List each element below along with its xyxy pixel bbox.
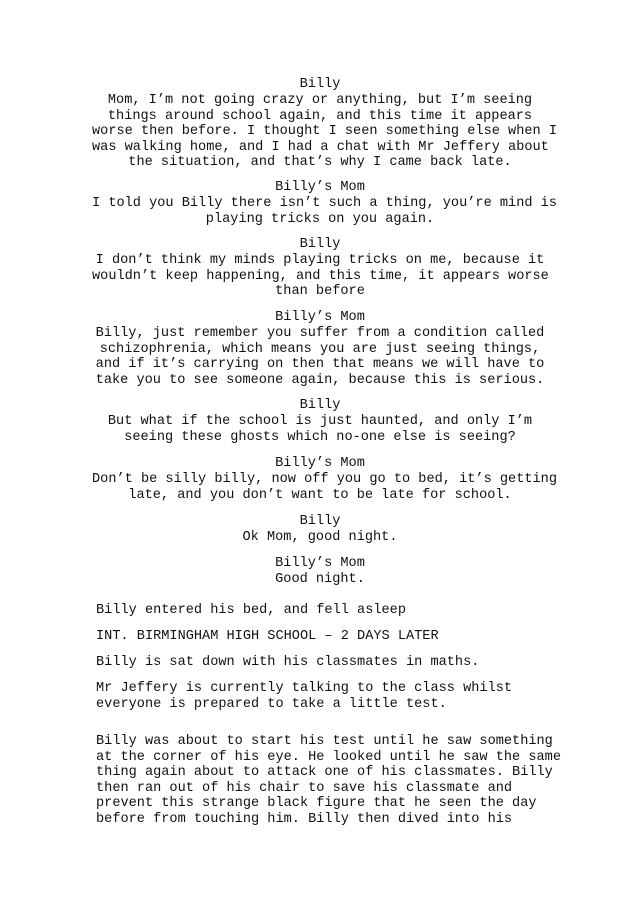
action-paragraph: Billy was about to start his test until he saw something at the corner of his eye. He looked until he saw the same thing again about to attack one of his classmates. Billy then ran out of his chair to save his classmate and prevent this strange black figure that he seen the day before from touching him. Billy then dived into his bbox=[96, 734, 561, 827]
scene-heading: INT. BIRMINGHAM HIGH SCHOOL – 2 DAYS LATER bbox=[96, 629, 439, 644]
dialogue-billy: Mom, I’m not going crazy or anything, but I’m seeing things around school again, and this time it appears worse then before. I thought I seen something else when I was walking home, and I had a chat with Mr Jeffery about the situation, and that’s why I came back late. bbox=[92, 93, 557, 171]
character-name-billy: Billy bbox=[299, 398, 341, 413]
action-line: Billy is sat down with his classmates in maths. bbox=[96, 655, 480, 670]
dialogue-billy: I don’t think my minds playing tricks on me, because it wouldn’t keep happening, and this time, it appears worse than before bbox=[92, 253, 549, 300]
character-name-billy: Billy bbox=[299, 77, 341, 92]
dialogue-billys-mom: Billy, just remember you suffer from a condition called schizophrenia, which means you are just seeing things, and if it’s carrying on then that means we will have to take you to see someone again, because this is serious. bbox=[95, 326, 545, 388]
dialogue-billy: But what if the school is just haunted, and only I’m seeing these ghosts which no-one else is seeing? bbox=[107, 414, 533, 445]
character-name-billy: Billy bbox=[299, 237, 341, 252]
character-name-billys-mom: Billy’s Mom bbox=[275, 180, 365, 195]
character-name-billys-mom: Billy’s Mom bbox=[275, 310, 365, 325]
character-name-billy: Billy bbox=[299, 514, 341, 529]
character-name-billys-mom: Billy’s Mom bbox=[275, 556, 365, 571]
character-name-billys-mom: Billy’s Mom bbox=[275, 456, 365, 471]
action-paragraph: Mr Jeffery is currently talking to the class whilst everyone is prepared to take a little test. bbox=[96, 681, 513, 712]
dialogue-billys-mom: Don’t be silly billy, now off you go to bed, it’s getting late, and you don’t want to be late for school. bbox=[92, 472, 557, 503]
dialogue-billy: Ok Mom, good night. bbox=[242, 530, 398, 545]
dialogue-billys-mom: I told you Billy there isn’t such a thing, you’re mind is playing tricks on you again. bbox=[92, 196, 557, 227]
dialogue-billys-mom: Good night. bbox=[275, 572, 365, 587]
action-line: Billy entered his bed, and fell asleep bbox=[96, 603, 406, 618]
